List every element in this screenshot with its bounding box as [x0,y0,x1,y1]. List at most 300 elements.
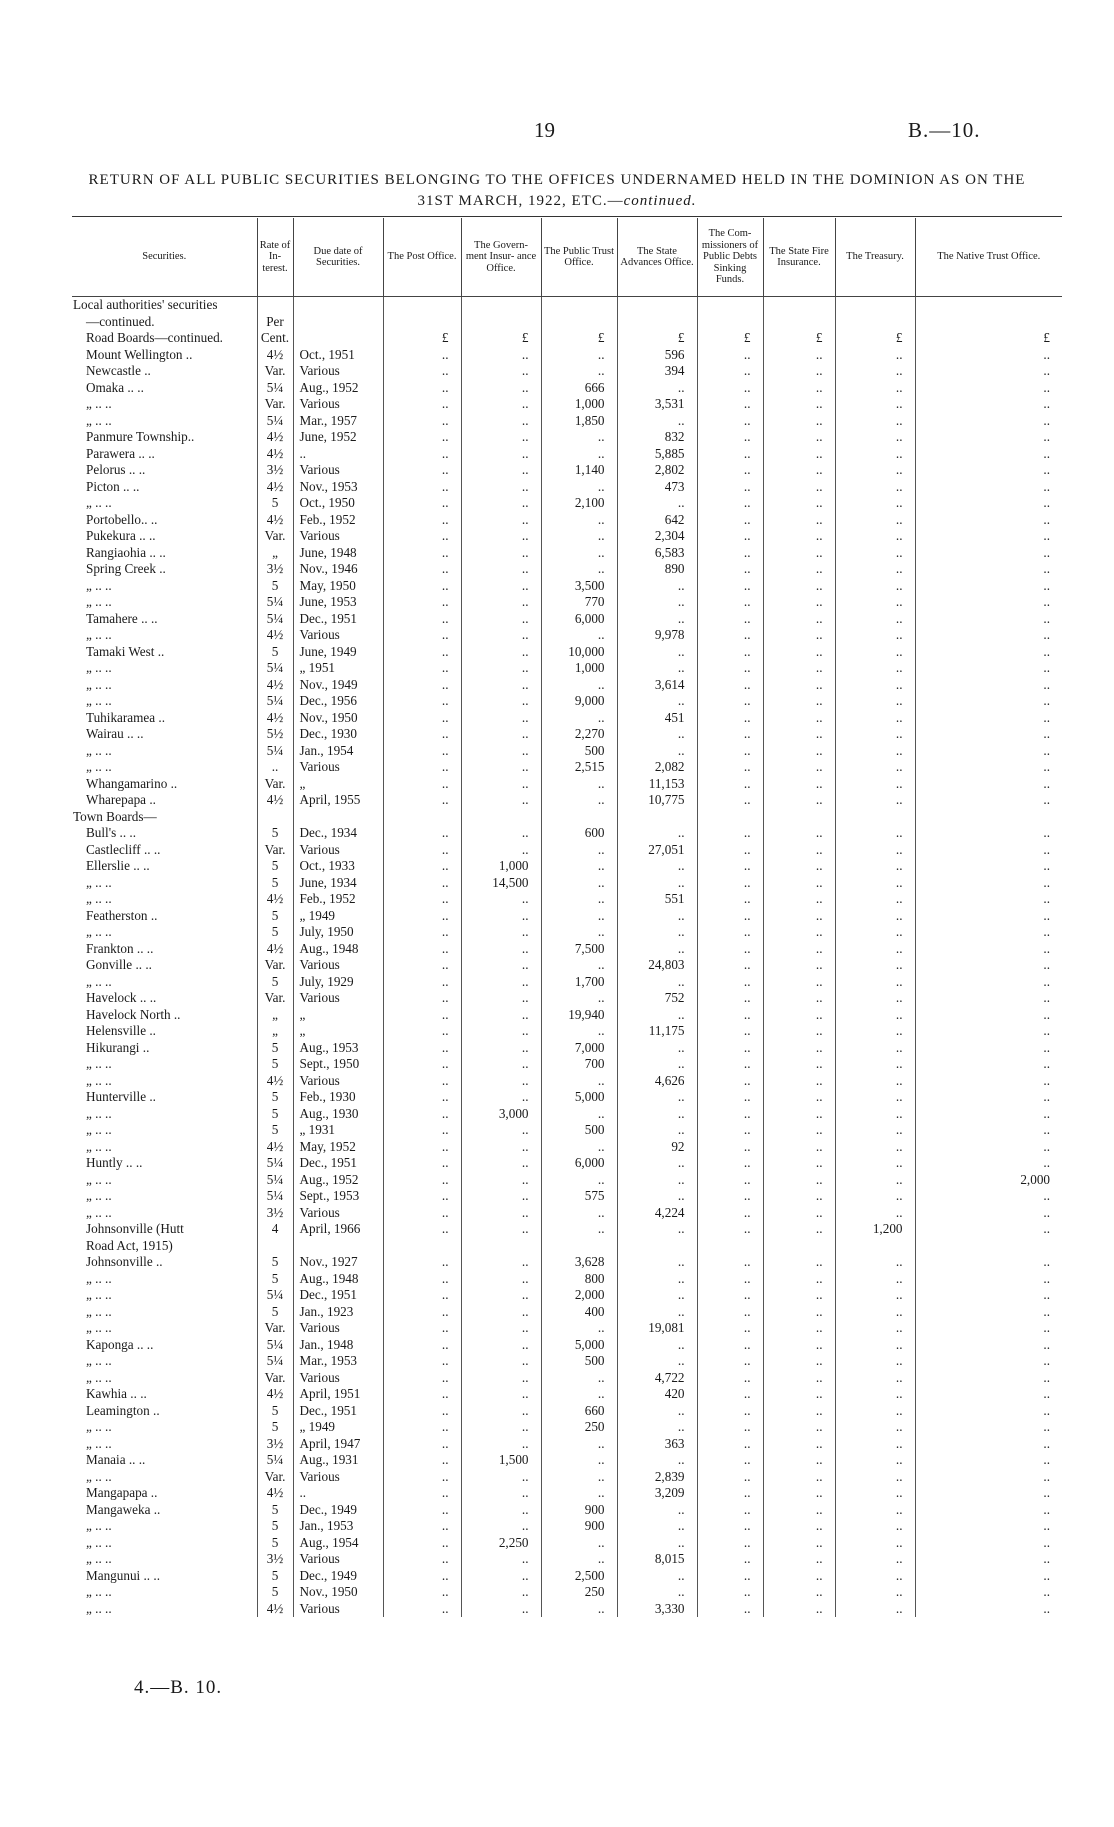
interest-rate: 5 [257,825,293,842]
amount-cell: .. [915,1188,1062,1205]
amount-cell: .. [461,363,541,380]
amount-cell: .. [835,1502,915,1519]
due-date: Jan., 1953 [293,1518,383,1535]
security-name: Ellerslie .. .. [86,858,150,873]
amount-cell: .. [763,512,835,529]
table-row [72,545,1062,562]
interest-rate: 5 [257,908,293,925]
amount-cell: .. [763,1337,835,1354]
table-body [72,297,1062,1618]
amount-cell: .. [383,1205,461,1222]
amount-cell: .. [835,413,915,430]
amount-cell: .. [541,446,617,463]
amount-cell: .. [697,545,763,562]
amount-cell: .. [835,1073,915,1090]
table-row [72,974,1062,991]
amount-cell: .. [763,1370,835,1387]
interest-rate: Var. [257,1370,293,1387]
interest-rate: 5 [257,1056,293,1073]
amount-cell: .. [383,594,461,611]
interest-rate: .. [257,759,293,776]
due-date: Dec., 1930 [293,726,383,743]
security-name: „ .. .. [86,396,112,411]
interest-rate: 5 [257,1535,293,1552]
amount-cell: .. [697,363,763,380]
amount-cell: .. [383,875,461,892]
amount-cell: .. [915,875,1062,892]
amount-cell: .. [383,528,461,545]
interest-rate: 5¼ [257,1155,293,1172]
amount-cell: .. [617,1172,697,1189]
amount-cell: .. [835,1386,915,1403]
amount-cell: .. [383,1535,461,1552]
amount-cell: .. [697,660,763,677]
amount-cell: .. [541,908,617,925]
amount-cell: 2,500 [541,1568,617,1585]
amount-cell: .. [383,1122,461,1139]
column-header: The Post Office. [383,218,461,297]
amount-cell: .. [383,726,461,743]
amount-cell: .. [763,1436,835,1453]
interest-rate: 5¼ [257,413,293,430]
due-date [293,1238,383,1255]
amount-cell: .. [915,462,1062,479]
amount-cell: .. [383,924,461,941]
security-name: „ .. .. [86,1204,112,1220]
amount-cell [915,297,1062,314]
table-row [72,1188,1062,1205]
amount-cell: .. [915,363,1062,380]
amount-cell: 9,978 [617,627,697,644]
amount-cell: .. [763,1007,835,1024]
table-row [72,759,1062,776]
page-number: 19 [534,118,555,142]
amount-cell: .. [915,479,1062,496]
interest-rate: 5 [257,1089,293,1106]
amount-cell: .. [383,990,461,1007]
amount-cell: .. [697,957,763,974]
amount-cell: £ [541,330,617,347]
amount-cell: .. [697,446,763,463]
security-name: „ .. .. [86,495,112,510]
amount-cell: £ [835,330,915,347]
amount-cell: 9,000 [541,693,617,710]
amount-cell: .. [835,1584,915,1601]
amount-cell: .. [915,1568,1062,1585]
security-name: Pukekura .. .. [86,528,156,543]
security-name: „ .. .. [86,1435,112,1451]
amount-cell: .. [763,759,835,776]
table-row [72,726,1062,743]
amount-cell: .. [915,743,1062,760]
amount-cell: .. [461,1271,541,1288]
amount-cell: .. [383,413,461,430]
amount-cell: .. [915,660,1062,677]
amount-cell: £ [383,330,461,347]
amount-cell: .. [617,413,697,430]
table-row [72,710,1062,727]
amount-cell: .. [697,347,763,364]
amount-cell: .. [461,644,541,661]
amount-cell: .. [383,1106,461,1123]
amount-cell: .. [763,1419,835,1436]
amount-cell: .. [835,1122,915,1139]
security-name: Leamington .. [86,1402,160,1418]
table-row [72,380,1062,397]
amount-cell: .. [461,495,541,512]
title-line-2 [0,191,1114,212]
amount-cell [461,809,541,826]
amount-cell: .. [461,528,541,545]
amount-cell: 400 [541,1304,617,1321]
table-row [72,891,1062,908]
due-date: Various [293,842,383,859]
amount-cell: 890 [617,561,697,578]
interest-rate: 4½ [257,1485,293,1502]
amount-cell: .. [835,1452,915,1469]
interest-rate: 5 [257,1254,293,1271]
interest-rate: Per [257,314,293,331]
column-header: The Native Trust Office. [915,218,1062,297]
interest-rate: 5¼ [257,743,293,760]
column-header: The Govern- ment Insur- ance Office. [461,218,541,297]
amount-cell: .. [461,924,541,941]
amount-cell: .. [915,974,1062,991]
security-name: „ .. .. [86,1600,112,1616]
amount-cell: 1,000 [461,858,541,875]
amount-cell [383,1238,461,1255]
security-name: „ .. .. [86,1468,112,1484]
amount-cell: .. [763,545,835,562]
amount-cell: .. [915,1419,1062,1436]
table-row [72,941,1062,958]
table-row [72,660,1062,677]
amount-cell: £ [915,330,1062,347]
amount-cell: .. [697,1221,763,1238]
amount-cell: .. [697,941,763,958]
amount-cell: .. [617,743,697,760]
table-row [72,1073,1062,1090]
amount-cell [383,809,461,826]
due-date: Various [293,363,383,380]
amount-cell: 600 [541,825,617,842]
security-name: Mount Wellington .. [86,346,193,362]
amount-cell: 5,885 [617,446,697,463]
amount-cell: .. [461,1584,541,1601]
table-row [72,1436,1062,1453]
amount-cell: 19,940 [541,1007,617,1024]
due-date [293,809,383,826]
amount-cell: .. [383,380,461,397]
amount-cell: 420 [617,1386,697,1403]
amount-cell: .. [763,1188,835,1205]
table-row [72,1601,1062,1618]
amount-cell: .. [915,1287,1062,1304]
due-date: Feb., 1952 [293,891,383,908]
amount-cell: .. [461,1601,541,1618]
amount-cell: .. [697,1287,763,1304]
amount-cell: £ [461,330,541,347]
table-row [72,1469,1062,1486]
amount-cell: .. [697,1073,763,1090]
amount-cell: .. [541,429,617,446]
amount-cell: .. [617,1584,697,1601]
table-row [72,1353,1062,1370]
security-name: Mangapapa .. [86,1485,158,1500]
securities-table [72,218,1062,1617]
security-name: „ .. .. [86,1518,112,1533]
amount-cell: .. [763,1139,835,1156]
amount-cell: .. [697,1353,763,1370]
interest-rate: 4½ [257,941,293,958]
interest-rate: 3½ [257,1436,293,1453]
amount-cell [617,297,697,314]
amount-cell: .. [835,611,915,628]
interest-rate: 4½ [257,512,293,529]
amount-cell: .. [697,594,763,611]
table-row [72,429,1062,446]
amount-cell: .. [763,1568,835,1585]
amount-cell: .. [835,446,915,463]
amount-cell: .. [697,858,763,875]
amount-cell: .. [915,1337,1062,1354]
amount-cell: 5,000 [541,1337,617,1354]
amount-cell: .. [461,561,541,578]
column-header: The Com- missioners of Public Debts Sinking Funds. [697,218,763,297]
table-row [72,297,1062,314]
amount-cell: .. [541,1106,617,1123]
amount-cell [697,297,763,314]
amount-cell: .. [383,1320,461,1337]
amount-cell: .. [697,1139,763,1156]
amount-cell: 832 [617,429,697,446]
amount-cell: 2,000 [541,1287,617,1304]
due-date: Aug., 1954 [293,1535,383,1552]
amount-cell: .. [835,1139,915,1156]
due-date: Aug., 1953 [293,1040,383,1057]
amount-cell: .. [383,1007,461,1024]
amount-cell: .. [617,380,697,397]
amount-cell: .. [541,1386,617,1403]
amount-cell: .. [383,1337,461,1354]
amount-cell: .. [461,1172,541,1189]
interest-rate: Var. [257,363,293,380]
amount-cell: .. [383,1089,461,1106]
amount-cell: .. [835,1254,915,1271]
amount-cell: .. [835,1551,915,1568]
table-row [72,1320,1062,1337]
amount-cell: .. [697,1419,763,1436]
amount-cell: .. [383,974,461,991]
due-date: Aug., 1952 [293,1172,383,1189]
amount-cell: .. [915,1023,1062,1040]
table-row [72,413,1062,430]
amount-cell: .. [461,776,541,793]
security-name: „ .. .. [86,1353,112,1368]
table-row [72,1304,1062,1321]
amount-cell: .. [541,1469,617,1486]
amount-cell: .. [915,1205,1062,1222]
amount-cell: .. [763,743,835,760]
amount-cell: .. [697,578,763,595]
amount-cell: .. [835,545,915,562]
amount-cell: .. [461,842,541,859]
amount-cell: .. [915,611,1062,628]
table-row [72,611,1062,628]
table-row [72,1106,1062,1123]
amount-cell: .. [763,924,835,941]
due-date: June, 1934 [293,875,383,892]
amount-cell: .. [763,1221,835,1238]
amount-cell: .. [835,759,915,776]
due-date: Various [293,957,383,974]
amount-cell: .. [697,1089,763,1106]
amount-cell: .. [383,479,461,496]
amount-cell: .. [541,957,617,974]
amount-cell [541,809,617,826]
amount-cell: 27,051 [617,842,697,859]
amount-cell: .. [915,957,1062,974]
amount-cell: .. [763,1601,835,1618]
security-name: „ .. .. [86,1072,112,1088]
interest-rate: 5 [257,875,293,892]
title-line-2-main: 31ST MARCH, 1922, ETC.— [417,193,624,209]
amount-cell: .. [835,363,915,380]
amount-cell: .. [915,1089,1062,1106]
amount-cell: .. [915,726,1062,743]
amount-cell: .. [697,743,763,760]
due-date: Jan., 1948 [293,1337,383,1354]
amount-cell: 4,224 [617,1205,697,1222]
amount-cell: 8,015 [617,1551,697,1568]
security-name: „ .. .. [86,1287,112,1302]
table-row [72,858,1062,875]
amount-cell: .. [617,875,697,892]
amount-cell: .. [763,974,835,991]
amount-cell: .. [461,1287,541,1304]
amount-cell: .. [383,611,461,628]
amount-cell: .. [763,1386,835,1403]
amount-cell: 3,628 [541,1254,617,1271]
amount-cell: .. [617,1518,697,1535]
amount-cell: .. [763,825,835,842]
due-date: Dec., 1951 [293,1403,383,1420]
amount-cell: .. [835,710,915,727]
amount-cell: .. [461,1073,541,1090]
interest-rate: Var. [257,1320,293,1337]
amount-cell: .. [383,1452,461,1469]
amount-cell: .. [835,842,915,859]
amount-cell: .. [763,1353,835,1370]
column-header: Rate of In- terest. [257,218,293,297]
amount-cell [617,1238,697,1255]
table-row [72,1485,1062,1502]
amount-cell: 1,000 [541,396,617,413]
amount-cell: .. [915,1254,1062,1271]
amount-cell: .. [763,1469,835,1486]
amount-cell: .. [541,858,617,875]
security-name: Castlecliff .. .. [86,841,161,857]
amount-cell: £ [763,330,835,347]
amount-cell: .. [763,1023,835,1040]
due-date: Jan., 1923 [293,1304,383,1321]
due-date: Various [293,1601,383,1618]
table-row [72,1287,1062,1304]
amount-cell [541,297,617,314]
amount-cell: .. [763,627,835,644]
amount-cell: .. [383,1502,461,1519]
amount-cell: .. [617,974,697,991]
amount-cell: 1,700 [541,974,617,991]
amount-cell: .. [763,660,835,677]
amount-cell [763,314,835,331]
security-name: „ .. .. [86,759,112,774]
security-name: Huntly .. .. [86,1155,143,1170]
amount-cell: .. [617,1287,697,1304]
amount-cell: .. [915,1007,1062,1024]
amount-cell [835,297,915,314]
security-name: „ .. .. [86,627,112,642]
amount-cell: .. [697,974,763,991]
amount-cell: .. [835,1535,915,1552]
amount-cell: .. [461,743,541,760]
amount-cell: .. [697,512,763,529]
amount-cell: .. [763,594,835,611]
interest-rate [257,809,293,826]
amount-cell: .. [461,1551,541,1568]
interest-rate: 5 [257,578,293,595]
amount-cell: .. [697,1106,763,1123]
due-date: July, 1950 [293,924,383,941]
amount-cell: .. [461,941,541,958]
table-row [72,1502,1062,1519]
amount-cell: .. [763,1089,835,1106]
due-date: Aug., 1931 [293,1452,383,1469]
amount-cell: .. [915,858,1062,875]
security-name: Frankton .. .. [86,940,154,956]
amount-cell: .. [697,1535,763,1552]
amount-cell: .. [835,924,915,941]
amount-cell: .. [617,693,697,710]
amount-cell: .. [383,693,461,710]
amount-cell: .. [915,1139,1062,1156]
security-name: Parawera .. .. [86,445,155,461]
amount-cell: .. [461,677,541,694]
due-date: Aug., 1930 [293,1106,383,1123]
amount-cell: .. [835,1040,915,1057]
amount-cell: .. [835,1337,915,1354]
document-reference: B.—10. [908,118,981,142]
amount-cell: .. [915,1221,1062,1238]
table-row [72,495,1062,512]
interest-rate: 4½ [257,347,293,364]
amount-cell: .. [383,759,461,776]
amount-cell: .. [617,1419,697,1436]
amount-cell [763,809,835,826]
amount-cell: 3,531 [617,396,697,413]
due-date: Dec., 1949 [293,1568,383,1585]
interest-rate: 4½ [257,1139,293,1156]
amount-cell: 4,722 [617,1370,697,1387]
amount-cell: .. [541,990,617,1007]
amount-cell: .. [541,1221,617,1238]
amount-cell: .. [835,693,915,710]
interest-rate: 5 [257,644,293,661]
amount-cell: .. [383,495,461,512]
due-date: Sept., 1953 [293,1188,383,1205]
interest-rate: 5 [257,1304,293,1321]
amount-cell: .. [617,1188,697,1205]
